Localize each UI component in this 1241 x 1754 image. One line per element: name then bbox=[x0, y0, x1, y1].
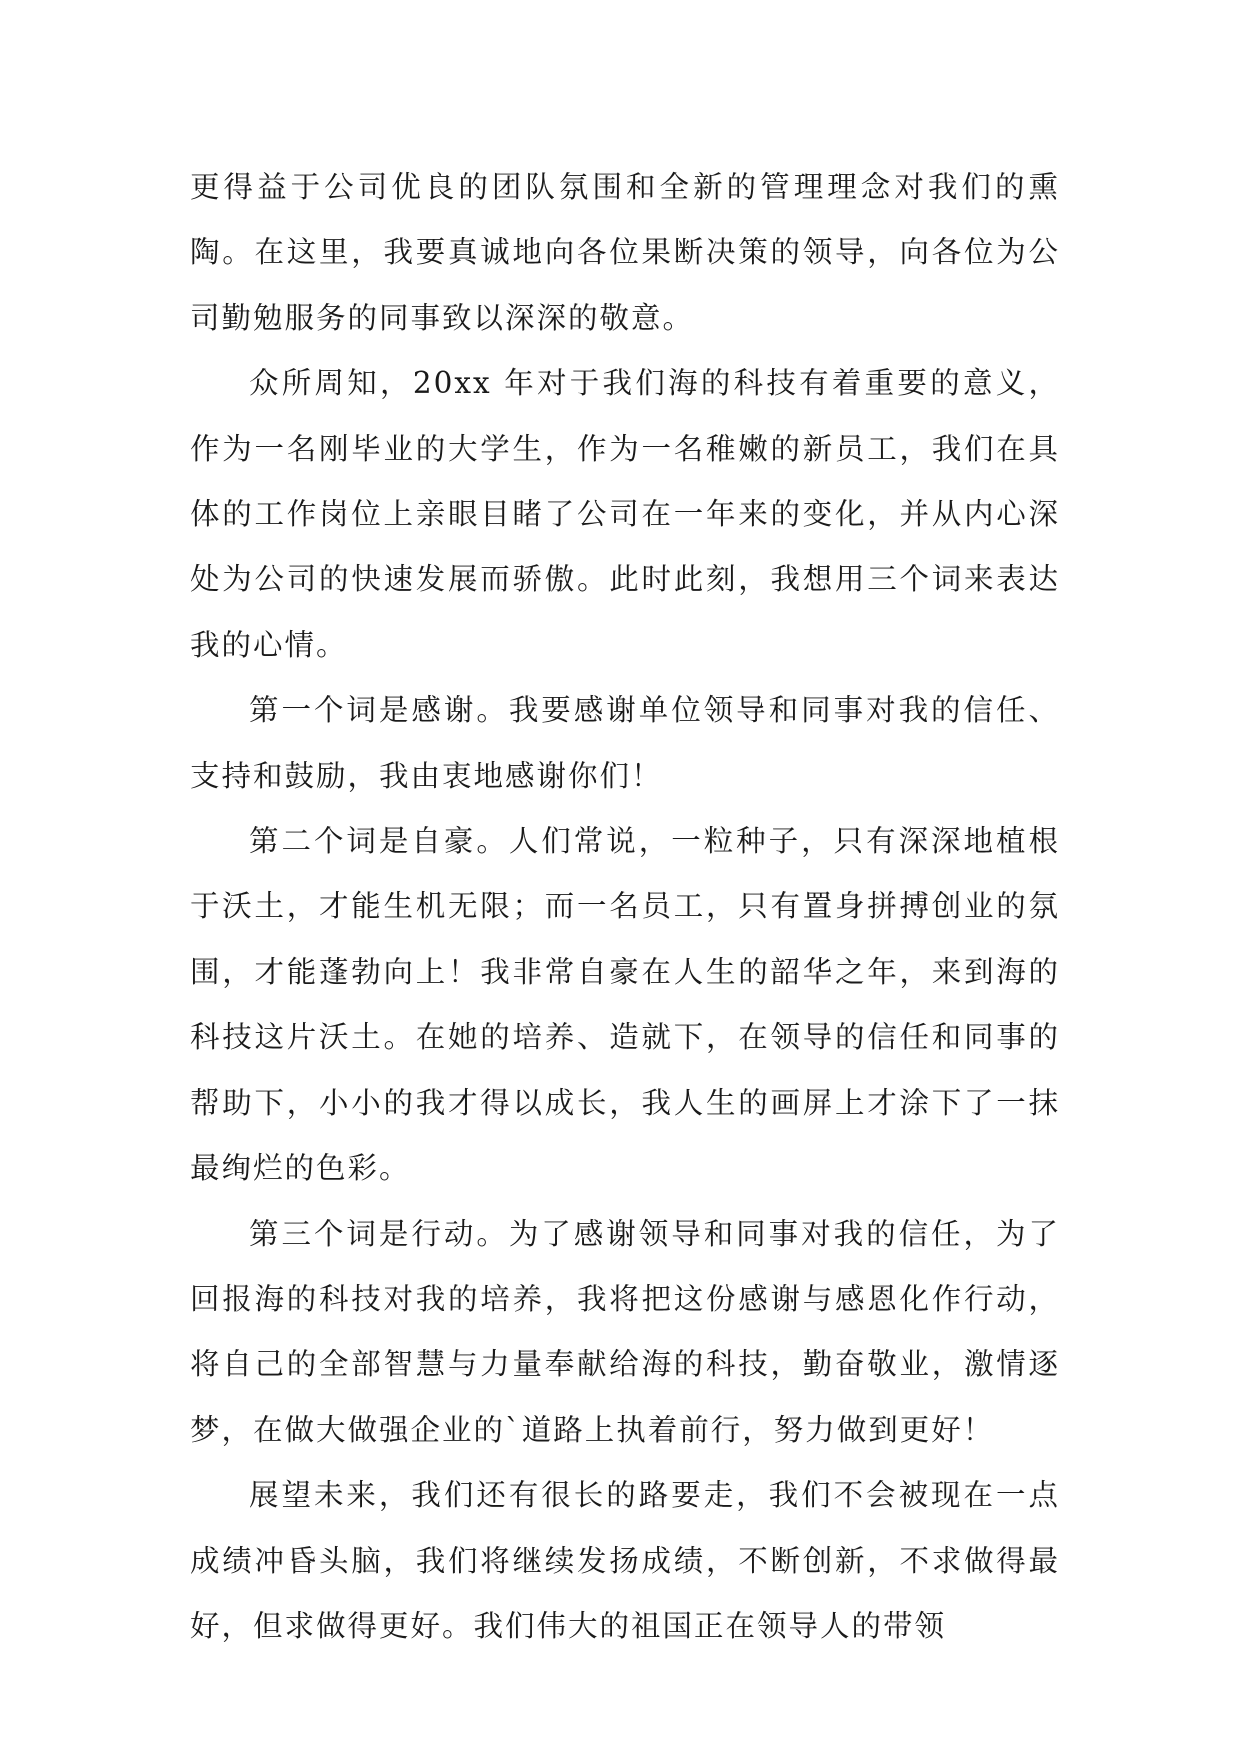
paragraph: 第一个词是感谢。我要感谢单位领导和同事对我的信任、支持和鼓励，我由衷地感谢你们！ bbox=[190, 693, 1060, 793]
paragraph-continuation: 更得益于公司优良的团队氛围和全新的管理理念对我们的熏陶。在这里，我要真诚地向各位果断决策的领导，向各位为公司勤勉服务的同事致以深深的敬意。 bbox=[190, 170, 1060, 335]
paragraph: 第三个词是行动。为了感谢领导和同事对我的信任，为了回报海的科技对我的培养，我将把这份感谢与感恩化作行动，将自己的全部智慧与力量奉献给海的科技，勤奋敬业，激情逐梦，在做大做强企业的`道路上执着前行，努力做到更好！ bbox=[190, 1216, 1060, 1447]
paragraph: 众所周知，20xx 年对于我们海的科技有着重要的意义，作为一名刚毕业的大学生，作为一名稚嫩的新员工，我们在具体的工作岗位上亲眼目睹了公司在一年来的变化，并从内心深处为公司的快速发展而骄傲。此时此刻，我想用三个词来表达我的心情。 bbox=[190, 366, 1060, 662]
paragraph: 第二个词是自豪。人们常说，一粒种子，只有深深地植根于沃土，才能生机无限；而一名员工，只有置身拼搏创业的氛围，才能蓬勃向上！我非常自豪在人生的韶华之年，来到海的科技这片沃土。在她的培养、造就下，在领导的信任和同事的帮助下，小小的我才得以成长，我人生的画屏上才涂下了一抹最绚烂的色彩。 bbox=[190, 824, 1060, 1186]
paragraph: 展望未来，我们还有很长的路要走，我们不会被现在一点成绩冲昏头脑，我们将继续发扬成绩，不断创新，不求做得最好，但求做得更好。我们伟大的祖国正在领导人的带领 bbox=[190, 1478, 1060, 1643]
document-body bbox=[190, 155, 1060, 1659]
